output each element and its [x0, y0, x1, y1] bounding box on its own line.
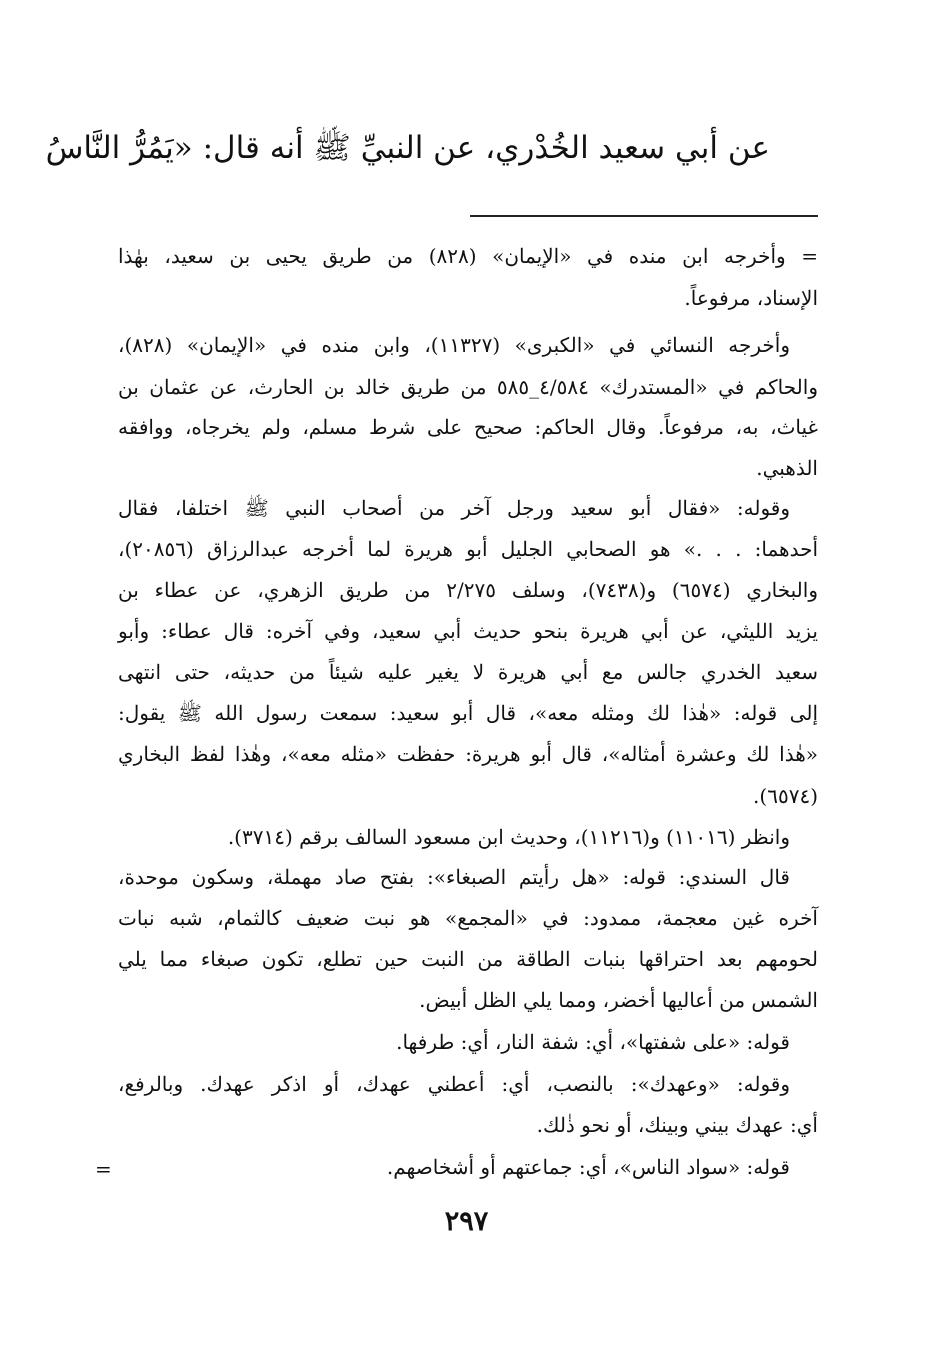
continuation-mark: = [95, 1157, 112, 1181]
footnote-line: وقوله: «وعهدك»: بالنصب، أي: أعطني عهدك، أو اذكر عهدك. وبالرفع، [118, 1072, 790, 1096]
footnote-line: الذهبي. [756, 456, 818, 480]
footnote-line: يزيد الليثي، عن أبي هريرة بنحو حديث أبي سعيد، وفي آخره: قال عطاء: وأبو [118, 619, 818, 643]
footnote-line: غياث، به، مرفوعاً. وقال الحاكم: صحيح على شرط مسلم، ولم يخرجاه، ووافقه [118, 415, 819, 439]
page-number: ٢٩٧ [444, 1206, 489, 1237]
footnote-line: وقوله: «فقال أبو سعيد ورجل آخر من أصحاب النبي ﷺ اختلفا، فقال [118, 496, 790, 520]
footnote-line: (٦٥٧٤). [753, 784, 818, 808]
footnote-line: والبخاري (٦٥٧٤) و(٧٤٣٨)، وسلف ٢/٢٧٥ من طريق الزهري، عن عطاء بن [118, 578, 818, 602]
footnote-line: آخره غين معجمة، ممدود: في «المجمع» هو نبت ضعيف كالثمام، شبه نبات [118, 906, 818, 930]
footnote-line: وانظر (١١٠١٦) و(١١٢١٦)، وحديث ابن مسعود السالف برقم (٣٧١٤). [227, 825, 790, 849]
footnote-separator [470, 215, 818, 217]
footnote-line: قال السندي: قوله: «هل رأيتم الصبغاء»: بفتح صاد مهملة، وسكون موحدة، [118, 865, 790, 889]
footnote-line: الإسناد، مرفوعاً. [684, 286, 818, 310]
footnote-line: = وأخرجه ابن منده في «الإيمان» (٨٢٨) من طريق يحيى بن سعيد، بهٰذا [118, 244, 818, 268]
footnote-line: أي: عهدك بيني وبينك، أو نحو ذٰلك. [536, 1113, 818, 1137]
footnote-line: والحاكم في «المستدرك» ٤/٥٨٤_٥٨٥ من طريق خالد بن الحارث، عن عثمان بن [118, 375, 818, 399]
main-text-line: عن أبي سعيد الخُدْري، عن النبيِّ ﷺ أنه قال: «يَمُرُّ النَّاسُ [45, 130, 770, 166]
footnote-line: قوله: «سواد الناس»، أي: جماعتهم أو أشخاصهم. [386, 1155, 790, 1179]
footnote-line: «هٰذا لك وعشرة أمثاله»، قال أبو هريرة: حفظت «مثله معه»، وهٰذا لفظ البخاري [118, 742, 818, 766]
footnote-line: وأخرجه النسائي في «الكبرى» (١١٣٢٧)، وابن منده في «الإيمان» (٨٢٨)، [118, 333, 790, 357]
footnote-line: إلى قوله: «هٰذا لك ومثله معه»، قال أبو سعيد: سمعت رسول الله ﷺ يقول: [118, 701, 818, 725]
footnote-line: الشمس من أعاليها أخضر، ومما يلي الظل أبيض. [419, 988, 818, 1012]
footnote-line: قوله: «على شفتها»، أي: شفة النار، أي: طرفها. [396, 1030, 790, 1054]
footnote-line: أحدهما: . . .» هو الصحابي الجليل أبو هريرة لما أخرجه عبدالرزاق (٢٠٨٥٦)، [118, 537, 818, 561]
footnote-line: لحومهم بعد احتراقها بنبات الطاقة من النبت حين تطلع، تكون صبغاء مما يلي [118, 947, 818, 971]
footnote-line: سعيد الخدري جالس مع أبي هريرة لا يغير عليه شيئاً من حديثه، حتى انتهى [118, 660, 818, 684]
